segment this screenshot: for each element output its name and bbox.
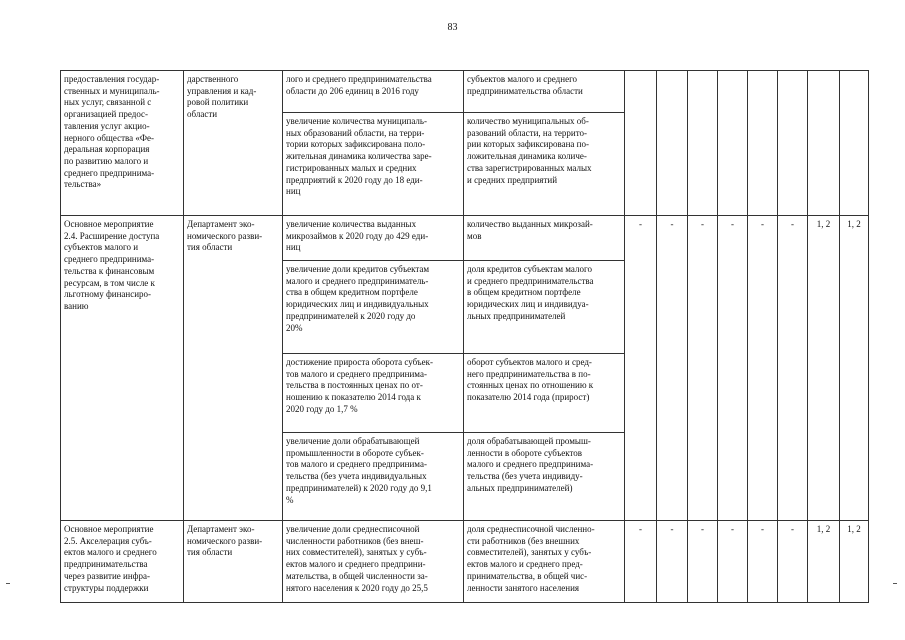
indicator-cell: доля среднесписочной численно- сти работников (без внешних совместителей), занятых у субъ- ектов малого и среднего пред- принимательства, в общей чис- ленности занятого населения [464, 521, 625, 603]
executor-cell: Департамент эко- номического разви- тия области [184, 521, 283, 603]
indicator-cell: субъектов малого и среднего предпринимательства области [464, 71, 625, 113]
measure-cell: Основное мероприятие 2.4. Расширение доступа субъектов малого и среднего предпринима- тельства к финансовым ресурсам, в том числе к льготному финансиро- ванию [61, 216, 184, 521]
value-cell: - [688, 521, 718, 603]
indicator-cell: количество муниципальных об- разований области, на террито- рии которых зафиксирована по- ложительная динамика количе- ства зарегистрированных малых и средних предприятий [464, 113, 625, 216]
scan-edge-mark-left [6, 583, 10, 584]
scan-edge-mark-right [893, 583, 897, 584]
result-cell: увеличение количества муниципаль- ных образований области, на терри- тории которых зафиксирована поло- жительная динамика количества заре- гистрированных малых и средних предприятий к 2020 году до 18 еди- ниц [283, 113, 464, 216]
value-cell: 1, 2 [840, 216, 869, 521]
value-cell: 1, 2 [808, 521, 840, 603]
value-cell: 1, 2 [840, 521, 869, 603]
measure-cell: Основное мероприятие 2.5. Акселерация субъ- ектов малого и среднего предпринимательства через развитие инфра- структуры поддержки [61, 521, 184, 603]
result-cell: увеличение доли обрабатывающей промышленности в обороте субъек- тов малого и среднего предпринима- тельства (без учета индивидуальных предпринимателей) к 2020 году до 9,1 % [283, 433, 464, 521]
result-cell: увеличение количества выданных микрозаймов к 2020 году до 429 еди- ниц [283, 216, 464, 261]
page-number: 83 [447, 22, 458, 33]
value-cell: - [778, 521, 808, 603]
value-cell [688, 71, 718, 216]
value-cell: - [718, 521, 748, 603]
table-row [61, 521, 869, 603]
indicator-cell: доля обрабатывающей промыш- ленности в обороте субъектов малого и среднего предпринима- тельства (без учета индивиду- альных предпринимателей) [464, 433, 625, 521]
table-row [61, 71, 869, 113]
value-cell: - [718, 216, 748, 521]
executor-cell: дарственного управления и кад- ровой политики области [184, 71, 283, 216]
value-cell [778, 71, 808, 216]
measure-cell: предоставления государ- ственных и муниципаль- ных услуг, связанной с организацией предос- тавления услуг акцио- нерного общества «Фе- деральная корпорация по развитию малого и среднего предпринима- тельства» [61, 71, 184, 216]
result-cell: лого и среднего предпринимательства области до 206 единиц в 2016 году [283, 71, 464, 113]
value-cell: - [657, 216, 688, 521]
indicator-cell: доля кредитов субъектам малого и среднего предпринимательства в общем кредитном портфеле юридических лиц и индивидуа- льных предпринимателей [464, 261, 625, 354]
value-cell: - [748, 521, 778, 603]
value-cell: - [625, 216, 657, 521]
value-cell [808, 71, 840, 216]
result-cell: достижение прироста оборота субъек- тов малого и среднего предпринима- тельства в постоянных ценах по от- ношению к показателю 2014 года к 2020 году до 1,7 % [283, 354, 464, 433]
value-cell [840, 71, 869, 216]
value-cell: - [778, 216, 808, 521]
indicator-cell: количество выданных микрозай- мов [464, 216, 625, 261]
result-cell: увеличение доли кредитов субъектам малого и среднего предприниматель- ства в общем кредитном портфеле юридических лиц и индивидуальных предпринимателей к 2020 году до 20% [283, 261, 464, 354]
value-cell: - [657, 521, 688, 603]
value-cell: - [688, 216, 718, 521]
value-cell [718, 71, 748, 216]
value-cell [625, 71, 657, 216]
indicator-cell: оборот субъектов малого и сред- него предпринимательства в по- стоянных ценах по отношению к показателю 2014 года (прирост) [464, 354, 625, 433]
value-cell: 1, 2 [808, 216, 840, 521]
value-cell [657, 71, 688, 216]
value-cell [748, 71, 778, 216]
value-cell: - [748, 216, 778, 521]
value-cell: - [625, 521, 657, 603]
result-cell: увеличение доли среднесписочной численности работников (без внеш- них совместителей), занятых у субъ- ектов малого и среднего предприни- мательства, в общей численности за- нятого населения к 2020 году до 25,5 [283, 521, 464, 603]
executor-cell: Департамент эко- номического разви- тия области [184, 216, 283, 521]
program-measures-table [60, 70, 869, 603]
table-row [61, 216, 869, 261]
